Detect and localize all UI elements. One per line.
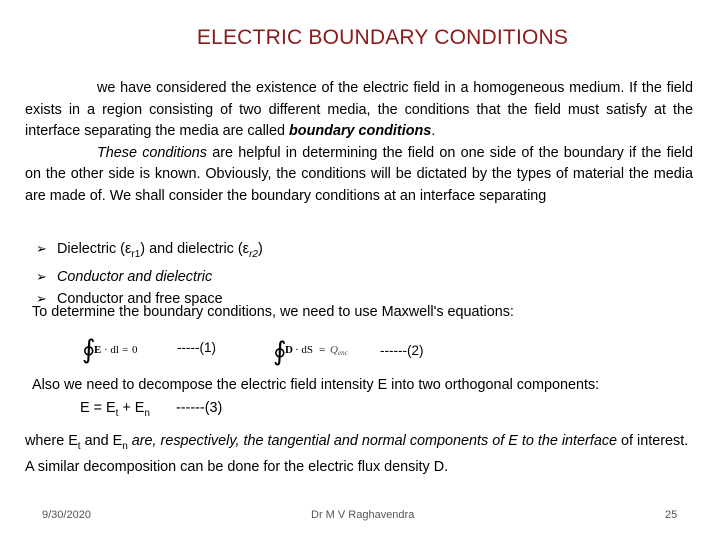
list-item-text-a: Dielectric (ε <box>57 241 132 257</box>
svg-text:∮: ∮ <box>82 335 96 364</box>
svg-text:E: E <box>94 344 102 356</box>
intro-text-2: are helpful in determining the field on one side of the boundary if the field on the other side is known. Obviously, the conditions will be dictated by the types of material the media are made of. We shall consider the boundary conditions at an interface separating <box>25 144 693 204</box>
where-paragraph <box>25 431 695 479</box>
where-text-a: where E <box>25 433 78 449</box>
footer-author: Dr M V Raghavendra <box>311 509 415 521</box>
these-conditions-term: These conditions <box>97 144 207 161</box>
svg-text:=: = <box>122 344 129 356</box>
intro-text-1-end: . <box>431 123 436 140</box>
media-list <box>36 238 263 310</box>
footer-page-number: 25 <box>665 509 678 521</box>
subscript: n <box>144 407 150 419</box>
equation-2-image <box>273 333 373 369</box>
svg-text:· dS: · dS <box>295 344 314 356</box>
arrow-bullet-icon: ➢ <box>36 241 47 256</box>
svg-text:=: = <box>319 344 326 356</box>
svg-text:D: D <box>285 344 293 356</box>
intro-paragraph-2 <box>25 143 693 208</box>
equation-2-label: ------(2) <box>380 343 424 358</box>
slide-title: ELECTRIC BOUNDARY CONDITIONS <box>196 26 569 49</box>
equation-1-label: -----(1) <box>177 340 216 355</box>
where-text-d: of interest. A similar decomposition can be done for the electric flux density D. <box>25 433 689 476</box>
intro-paragraph-1 <box>25 78 693 143</box>
decompose-line: Also we need to decompose the electric field intensity E into two orthogonal components: <box>32 377 600 393</box>
list-item-text-b: ) and dielectric (ε <box>140 241 250 257</box>
subscript: t <box>77 440 81 452</box>
subscript: n <box>122 440 128 452</box>
decomposition-equation <box>80 400 222 419</box>
subscript: r2 <box>249 248 258 260</box>
list-item <box>36 266 263 288</box>
svg-text:· dl: · dl <box>104 344 119 356</box>
list-item-text: Conductor and dielectric <box>57 268 213 285</box>
list-item-text <box>57 238 263 266</box>
equation-3-label: ------(3) <box>175 400 223 416</box>
where-text-emphasis: are, respectively, the tangential and normal components of E to the interface <box>127 433 618 449</box>
equation-1-image <box>82 331 160 367</box>
decomp-plus: + E <box>118 400 145 416</box>
decomp-lhs: E = E <box>80 400 116 416</box>
arrow-bullet-icon: ➢ <box>36 268 47 284</box>
svg-text:0: 0 <box>132 344 138 356</box>
intro-text-1: we have considered the existence of the electric field in a homogeneous medium. If the field exists in a region consisting of two different media, the conditions that the field must satisfy at the interface separating the media are called <box>25 80 693 140</box>
boundary-conditions-term: boundary conditions <box>289 123 432 140</box>
subscript: t <box>115 407 119 419</box>
where-text-b: and E <box>80 433 123 449</box>
svg-text:enc: enc <box>338 349 348 357</box>
svg-text:Q: Q <box>330 344 338 356</box>
list-item-text-c: ) <box>258 241 263 257</box>
svg-text:∮: ∮ <box>273 337 287 366</box>
maxwell-intro-line: To determine the boundary conditions, we need to use Maxwell's equations: <box>32 304 514 320</box>
footer-date: 9/30/2020 <box>42 509 91 521</box>
subscript: r1 <box>131 248 141 260</box>
list-item-text: Conductor and free space <box>57 290 223 307</box>
arrow-bullet-icon: ➢ <box>36 290 47 306</box>
list-item <box>36 238 263 266</box>
intro-paragraph <box>25 78 693 208</box>
